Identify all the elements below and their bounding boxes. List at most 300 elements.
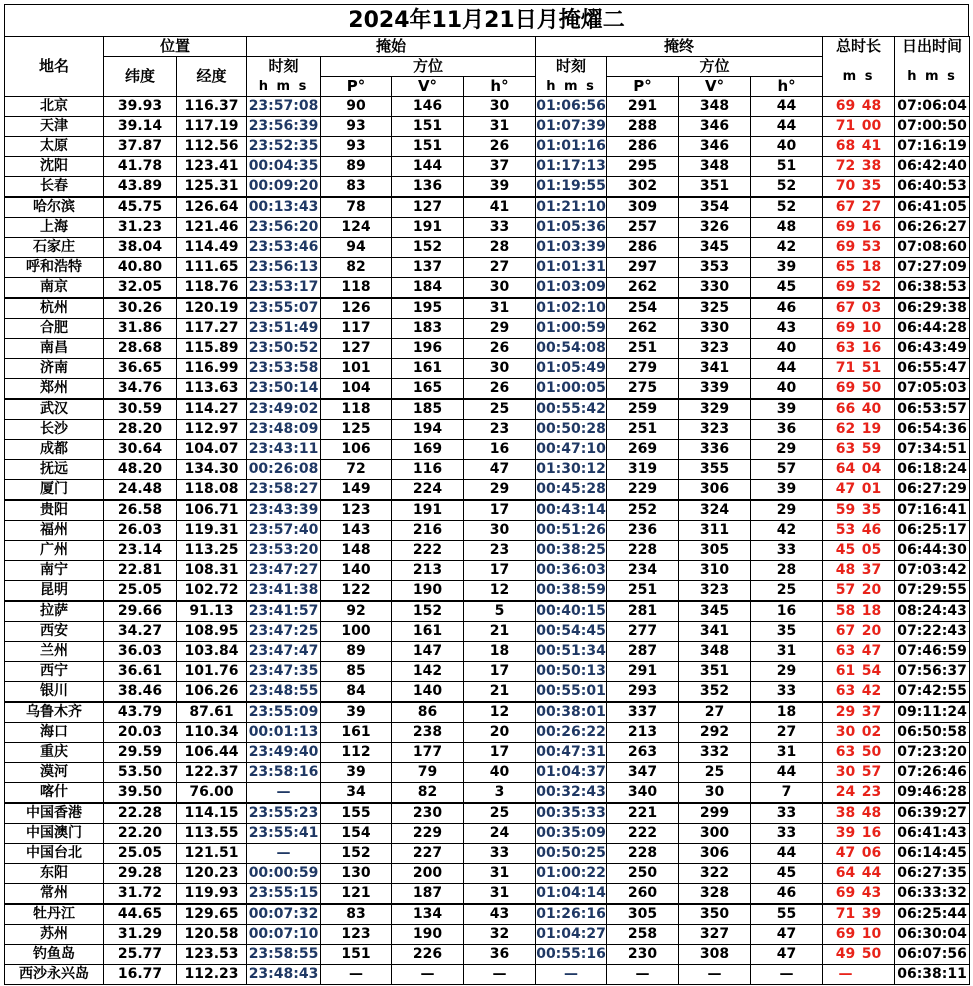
- header-end: 掩终: [536, 37, 823, 57]
- table-row: [5, 399, 970, 420]
- duration-seconds: 16: [861, 340, 882, 356]
- duration-seconds: 57: [861, 764, 882, 780]
- table-row: [5, 278, 970, 299]
- duration-seconds: 10: [861, 320, 882, 336]
- cell-duration: [823, 379, 895, 400]
- cell-duration: [823, 117, 895, 137]
- cell-start-time: 23:43:11: [247, 440, 321, 460]
- cell-lat: 30.64: [104, 440, 177, 460]
- cell-sunrise: 06:26:27: [895, 218, 970, 238]
- cell-start-h: 33: [464, 218, 536, 238]
- cell-end-p: 230: [607, 945, 679, 965]
- table-row: [5, 662, 970, 682]
- cell-sunrise: 09:11:24: [895, 702, 970, 723]
- duration-minutes: 69: [835, 98, 856, 114]
- cell-duration: [823, 945, 895, 965]
- cell-name: 上海: [5, 218, 104, 238]
- cell-duration: [823, 177, 895, 198]
- cell-end-p: 250: [607, 864, 679, 884]
- cell-duration: [823, 359, 895, 379]
- cell-lon: 122.37: [177, 763, 247, 783]
- cell-end-v: 305: [679, 541, 751, 561]
- cell-name: 西沙永兴岛: [5, 965, 104, 985]
- cell-start-v: 151: [392, 117, 464, 137]
- cell-start-time: 23:49:02: [247, 399, 321, 420]
- cell-name: 长春: [5, 177, 104, 198]
- cell-start-time: 23:53:17: [247, 278, 321, 299]
- cell-end-v: 336: [679, 440, 751, 460]
- duration-seconds: 19: [861, 421, 882, 437]
- table-row: [5, 238, 970, 258]
- cell-duration: [823, 601, 895, 622]
- cell-sunrise: 07:42:55: [895, 682, 970, 703]
- cell-name: 拉萨: [5, 601, 104, 622]
- cell-start-time: 23:55:23: [247, 803, 321, 824]
- cell-lon: 102.72: [177, 581, 247, 602]
- cell-end-p: 302: [607, 177, 679, 198]
- cell-start-time: 23:55:07: [247, 298, 321, 319]
- cell-lon: 114.27: [177, 399, 247, 420]
- duration-minutes: 30: [835, 764, 856, 780]
- cell-start-time: 23:41:38: [247, 581, 321, 602]
- cell-name: 贵阳: [5, 500, 104, 521]
- header-start-direction: 方位: [321, 57, 536, 77]
- cell-lon: 104.07: [177, 440, 247, 460]
- cell-lat: 43.89: [104, 177, 177, 198]
- cell-sunrise: 09:46:28: [895, 783, 970, 804]
- cell-start-v: 146: [392, 97, 464, 117]
- cell-name: 呼和浩特: [5, 258, 104, 278]
- duration-minutes: 64: [835, 865, 856, 881]
- cell-end-v: 354: [679, 197, 751, 218]
- duration-minutes: 29: [835, 704, 856, 720]
- cell-name: 漠河: [5, 763, 104, 783]
- cell-start-p: 83: [321, 904, 392, 925]
- cell-end-time: 01:03:09: [536, 278, 607, 299]
- duration-seconds: 16: [861, 219, 882, 235]
- table-row: [5, 844, 970, 864]
- cell-lat: 36.61: [104, 662, 177, 682]
- cell-end-time: 01:21:10: [536, 197, 607, 218]
- cell-lat: 25.05: [104, 844, 177, 864]
- duration-minutes: 39: [835, 825, 856, 841]
- cell-end-p: 337: [607, 702, 679, 723]
- cell-start-time: 23:56:39: [247, 117, 321, 137]
- cell-lon: 126.64: [177, 197, 247, 218]
- cell-lat: 44.65: [104, 904, 177, 925]
- cell-duration: [823, 440, 895, 460]
- cell-lon: 87.61: [177, 702, 247, 723]
- duration-minutes: 63: [835, 683, 856, 699]
- cell-start-h: 31: [464, 884, 536, 905]
- table-row: [5, 803, 970, 824]
- duration-minutes: 71: [835, 118, 856, 134]
- cell-duration: [823, 258, 895, 278]
- duration-minutes: 63: [835, 441, 856, 457]
- cell-end-v: 345: [679, 238, 751, 258]
- cell-end-h: 33: [751, 824, 823, 844]
- duration-seconds: 37: [861, 562, 882, 578]
- cell-sunrise: 07:16:41: [895, 500, 970, 521]
- cell-sunrise: 06:39:27: [895, 803, 970, 824]
- cell-name: 兰州: [5, 642, 104, 662]
- cell-start-time: 23:52:35: [247, 137, 321, 157]
- cell-start-p: 117: [321, 319, 392, 339]
- cell-lon: 113.63: [177, 379, 247, 400]
- cell-end-p: 251: [607, 339, 679, 359]
- duration-minutes: 67: [835, 623, 856, 639]
- cell-start-time: 23:55:41: [247, 824, 321, 844]
- cell-end-p: —: [607, 965, 679, 985]
- duration-minutes: 65: [835, 259, 856, 275]
- cell-start-v: 152: [392, 238, 464, 258]
- header-start: 掩始: [247, 37, 536, 57]
- cell-start-v: 144: [392, 157, 464, 177]
- cell-name: 银川: [5, 682, 104, 703]
- cell-sunrise: 07:00:50: [895, 117, 970, 137]
- cell-start-time: 00:13:43: [247, 197, 321, 218]
- cell-sunrise: 06:25:44: [895, 904, 970, 925]
- cell-start-time: 23:50:14: [247, 379, 321, 400]
- cell-start-h: 26: [464, 379, 536, 400]
- cell-start-p: 89: [321, 642, 392, 662]
- cell-end-h: 36: [751, 420, 823, 440]
- cell-end-v: 352: [679, 682, 751, 703]
- cell-sunrise: 07:27:09: [895, 258, 970, 278]
- cell-lat: 29.66: [104, 601, 177, 622]
- header-end-hms: h m s: [536, 77, 607, 97]
- cell-end-p: 221: [607, 803, 679, 824]
- cell-lat: 34.76: [104, 379, 177, 400]
- cell-lon: 111.65: [177, 258, 247, 278]
- cell-lon: 113.25: [177, 541, 247, 561]
- cell-start-p: 126: [321, 298, 392, 319]
- cell-sunrise: 07:05:03: [895, 379, 970, 400]
- header-start-time: 时刻: [247, 57, 321, 77]
- cell-end-p: 229: [607, 480, 679, 501]
- cell-lat: 30.59: [104, 399, 177, 420]
- cell-lat: 29.28: [104, 864, 177, 884]
- header-start-hms: h m s: [247, 77, 321, 97]
- cell-start-p: 118: [321, 278, 392, 299]
- cell-duration: [823, 803, 895, 824]
- cell-end-time: 01:03:39: [536, 238, 607, 258]
- cell-end-v: 327: [679, 925, 751, 945]
- duration-seconds: 20: [861, 623, 882, 639]
- cell-lat: 31.23: [104, 218, 177, 238]
- cell-start-p: 118: [321, 399, 392, 420]
- header-position: 位置: [104, 37, 247, 57]
- cell-start-time: —: [247, 783, 321, 804]
- cell-lon: 120.19: [177, 298, 247, 319]
- cell-lat: 43.79: [104, 702, 177, 723]
- cell-name: 天津: [5, 117, 104, 137]
- cell-duration: [823, 137, 895, 157]
- table-row: [5, 359, 970, 379]
- cell-duration: [823, 298, 895, 319]
- cell-end-v: 306: [679, 480, 751, 501]
- cell-start-p: 112: [321, 743, 392, 763]
- cell-start-v: 161: [392, 622, 464, 642]
- cell-duration: [823, 682, 895, 703]
- cell-sunrise: 06:41:43: [895, 824, 970, 844]
- duration-minutes: 69: [835, 320, 856, 336]
- cell-start-p: 72: [321, 460, 392, 480]
- cell-end-time: 01:05:49: [536, 359, 607, 379]
- duration-minutes: 63: [835, 340, 856, 356]
- cell-end-h: 40: [751, 379, 823, 400]
- cell-end-h: 45: [751, 278, 823, 299]
- cell-start-h: 31: [464, 117, 536, 137]
- cell-end-p: 228: [607, 541, 679, 561]
- cell-start-time: 23:58:55: [247, 945, 321, 965]
- cell-sunrise: 06:07:56: [895, 945, 970, 965]
- duration-seconds: 35: [861, 178, 882, 194]
- cell-end-p: 286: [607, 238, 679, 258]
- table-row: [5, 945, 970, 965]
- cell-end-time: 00:40:15: [536, 601, 607, 622]
- cell-name: 合肥: [5, 319, 104, 339]
- cell-name: 重庆: [5, 743, 104, 763]
- cell-name: 中国澳门: [5, 824, 104, 844]
- table-row: [5, 177, 970, 198]
- cell-start-time: 23:47:27: [247, 561, 321, 581]
- cell-start-h: 41: [464, 197, 536, 218]
- cell-end-h: 52: [751, 177, 823, 198]
- cell-end-h: 28: [751, 561, 823, 581]
- cell-lon: 134.30: [177, 460, 247, 480]
- cell-sunrise: 06:38:11: [895, 965, 970, 985]
- cell-end-v: 330: [679, 278, 751, 299]
- cell-start-v: 191: [392, 218, 464, 238]
- cell-lat: 37.87: [104, 137, 177, 157]
- cell-end-time: 01:07:39: [536, 117, 607, 137]
- cell-start-h: 32: [464, 925, 536, 945]
- cell-duration: [823, 824, 895, 844]
- duration-seconds: 35: [861, 502, 882, 518]
- cell-sunrise: 07:56:37: [895, 662, 970, 682]
- cell-end-h: 33: [751, 682, 823, 703]
- cell-start-p: 89: [321, 157, 392, 177]
- cell-start-v: 152: [392, 601, 464, 622]
- cell-end-h: 39: [751, 258, 823, 278]
- cell-start-h: 30: [464, 278, 536, 299]
- cell-start-time: 23:49:40: [247, 743, 321, 763]
- cell-sunrise: 06:54:36: [895, 420, 970, 440]
- cell-lon: 117.19: [177, 117, 247, 137]
- duration-seconds: 06: [861, 845, 882, 861]
- cell-end-time: 00:50:28: [536, 420, 607, 440]
- duration-seconds: 53: [861, 239, 882, 255]
- cell-start-v: 82: [392, 783, 464, 804]
- cell-end-h: 57: [751, 460, 823, 480]
- cell-start-p: 154: [321, 824, 392, 844]
- cell-start-time: 23:47:47: [247, 642, 321, 662]
- header-duration-unit: m s: [823, 57, 895, 97]
- cell-end-h: 31: [751, 743, 823, 763]
- header-start-v: V°: [392, 77, 464, 97]
- cell-start-v: 224: [392, 480, 464, 501]
- duration-minutes: 24: [835, 784, 856, 800]
- duration-seconds: 48: [861, 98, 882, 114]
- cell-start-h: 47: [464, 460, 536, 480]
- duration-seconds: 54: [861, 663, 882, 679]
- cell-duration: [823, 561, 895, 581]
- duration-minutes: 68: [835, 138, 856, 154]
- cell-duration: [823, 702, 895, 723]
- cell-start-time: —: [247, 844, 321, 864]
- duration-minutes: 63: [835, 643, 856, 659]
- cell-start-h: 25: [464, 803, 536, 824]
- cell-end-v: 310: [679, 561, 751, 581]
- cell-duration: [823, 97, 895, 117]
- cell-end-p: 263: [607, 743, 679, 763]
- cell-name: 乌鲁木齐: [5, 702, 104, 723]
- cell-start-h: 29: [464, 480, 536, 501]
- cell-duration: [823, 642, 895, 662]
- cell-lat: 45.75: [104, 197, 177, 218]
- duration-minutes: 48: [835, 562, 856, 578]
- page-title: 2024年11月21日月掩燿二: [4, 4, 969, 36]
- cell-duration: [823, 541, 895, 561]
- cell-duration: [823, 238, 895, 258]
- cell-start-h: 23: [464, 420, 536, 440]
- cell-name: 福州: [5, 521, 104, 541]
- cell-end-p: 275: [607, 379, 679, 400]
- duration-seconds: 00: [861, 118, 882, 134]
- cell-end-p: 295: [607, 157, 679, 177]
- cell-start-v: 137: [392, 258, 464, 278]
- cell-start-h: 27: [464, 258, 536, 278]
- duration-seconds: 23: [861, 784, 882, 800]
- table-row: [5, 763, 970, 783]
- cell-start-h: 23: [464, 541, 536, 561]
- cell-end-v: 25: [679, 763, 751, 783]
- cell-lon: 112.97: [177, 420, 247, 440]
- cell-end-v: 306: [679, 844, 751, 864]
- duration-seconds: 01: [861, 481, 882, 497]
- cell-sunrise: 06:53:57: [895, 399, 970, 420]
- cell-start-time: 00:07:32: [247, 904, 321, 925]
- cell-start-v: 151: [392, 137, 464, 157]
- cell-duration: [823, 157, 895, 177]
- cell-lat: 39.14: [104, 117, 177, 137]
- cell-start-time: 23:48:55: [247, 682, 321, 703]
- cell-start-v: 191: [392, 500, 464, 521]
- cell-lon: 116.37: [177, 97, 247, 117]
- cell-name: 成都: [5, 440, 104, 460]
- cell-lat: 25.77: [104, 945, 177, 965]
- cell-end-time: 00:32:43: [536, 783, 607, 804]
- duration-minutes: 67: [835, 199, 856, 215]
- cell-lon: 118.76: [177, 278, 247, 299]
- cell-duration: [823, 218, 895, 238]
- cell-duration: [823, 480, 895, 501]
- cell-end-time: 00:50:25: [536, 844, 607, 864]
- cell-start-v: 79: [392, 763, 464, 783]
- cell-name: 厦门: [5, 480, 104, 501]
- cell-lat: 23.14: [104, 541, 177, 561]
- duration-seconds: 40: [861, 401, 882, 417]
- cell-lat: 38.46: [104, 682, 177, 703]
- duration-seconds: 42: [861, 683, 882, 699]
- cell-end-v: 328: [679, 884, 751, 905]
- cell-end-p: 340: [607, 783, 679, 804]
- cell-start-v: 190: [392, 925, 464, 945]
- cell-duration: [823, 399, 895, 420]
- cell-lat: 20.03: [104, 723, 177, 743]
- cell-lon: 119.93: [177, 884, 247, 905]
- duration-minutes: 70: [835, 178, 856, 194]
- cell-end-time: 00:55:16: [536, 945, 607, 965]
- cell-start-p: 85: [321, 662, 392, 682]
- cell-lat: 24.48: [104, 480, 177, 501]
- duration-seconds: 50: [861, 744, 882, 760]
- table-row: [5, 864, 970, 884]
- cell-start-v: 222: [392, 541, 464, 561]
- cell-sunrise: 06:41:05: [895, 197, 970, 218]
- header-name: 地名: [5, 37, 104, 97]
- duration-seconds: 50: [861, 380, 882, 396]
- cell-lon: 101.76: [177, 662, 247, 682]
- cell-sunrise: 07:03:42: [895, 561, 970, 581]
- cell-sunrise: 06:25:17: [895, 521, 970, 541]
- cell-end-p: 251: [607, 420, 679, 440]
- cell-end-p: 309: [607, 197, 679, 218]
- duration-minutes: 30: [835, 724, 856, 740]
- cell-lat: 39.50: [104, 783, 177, 804]
- cell-end-p: 254: [607, 298, 679, 319]
- cell-start-h: 18: [464, 642, 536, 662]
- cell-lon: 115.89: [177, 339, 247, 359]
- table-row: [5, 561, 970, 581]
- cell-end-p: 228: [607, 844, 679, 864]
- cell-end-v: 332: [679, 743, 751, 763]
- cell-sunrise: 06:18:24: [895, 460, 970, 480]
- cell-start-v: 238: [392, 723, 464, 743]
- table-row: [5, 218, 970, 238]
- cell-start-v: 161: [392, 359, 464, 379]
- cell-start-v: —: [392, 965, 464, 985]
- cell-start-p: 104: [321, 379, 392, 400]
- cell-end-time: 01:01:31: [536, 258, 607, 278]
- cell-start-time: 23:58:16: [247, 763, 321, 783]
- table-row: [5, 420, 970, 440]
- cell-start-v: 142: [392, 662, 464, 682]
- table-row: [5, 137, 970, 157]
- cell-start-h: —: [464, 965, 536, 985]
- cell-sunrise: 07:46:59: [895, 642, 970, 662]
- table-row: [5, 702, 970, 723]
- cell-end-time: 00:55:01: [536, 682, 607, 703]
- header-lat: 纬度: [104, 57, 177, 97]
- cell-duration: [823, 783, 895, 804]
- cell-end-time: 01:00:22: [536, 864, 607, 884]
- cell-sunrise: 06:30:04: [895, 925, 970, 945]
- cell-sunrise: 07:22:43: [895, 622, 970, 642]
- cell-end-h: 43: [751, 319, 823, 339]
- cell-end-time: 00:35:09: [536, 824, 607, 844]
- cell-end-time: 00:36:03: [536, 561, 607, 581]
- cell-start-h: 40: [464, 763, 536, 783]
- cell-name: 钓鱼岛: [5, 945, 104, 965]
- cell-end-v: 351: [679, 662, 751, 682]
- cell-end-v: 311: [679, 521, 751, 541]
- cell-lon: 108.95: [177, 622, 247, 642]
- cell-sunrise: 07:29:55: [895, 581, 970, 602]
- table-row: [5, 157, 970, 177]
- cell-start-p: 106: [321, 440, 392, 460]
